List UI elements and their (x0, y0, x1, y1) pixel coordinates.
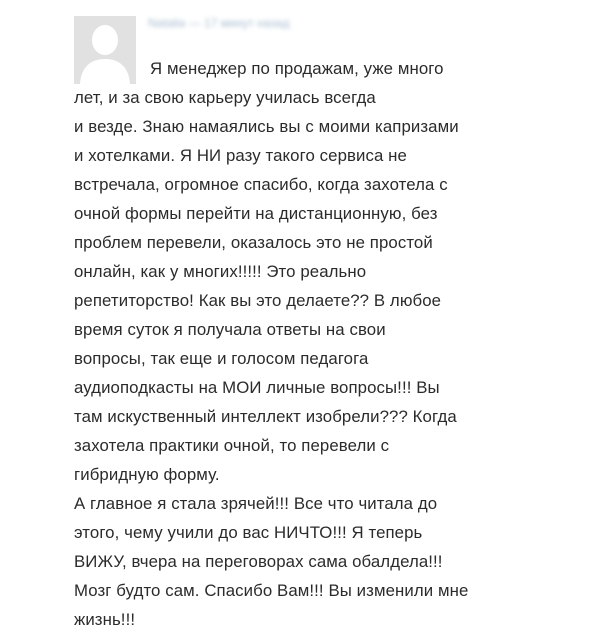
review-text-line: А главное я стала зрячей!!! Все что читала до (74, 494, 438, 513)
review-text-line: этого, чему учили до вас НИЧТО!!! Я теперь (74, 523, 423, 542)
review-text-line: Я менеджер по продажам, уже много (150, 59, 444, 78)
review-text-line: время суток я получала ответы на свои (74, 320, 386, 339)
review-text-line: и хотелками. Я НИ разу такого сервиса не (74, 146, 407, 165)
review-text-line: жизнь!!! (74, 610, 136, 629)
review-text-line: ВИЖУ, вчера на переговорах сама обалдела!!! (74, 552, 443, 571)
review-text-line: очной формы перейти на дистанционную, без (74, 204, 438, 223)
review-text-line: Мозг будто сам. Спасибо Вам!!! Вы изменили мне (74, 581, 469, 600)
review-text (74, 54, 489, 634)
review-text-line: онлайн, как у многих!!!!! Это реально (74, 262, 367, 281)
review-text-line: захотела практики очной, то перевели с (74, 436, 390, 455)
review-text-line: репетиторство! Как вы это делаете?? В любое (74, 291, 442, 310)
review-text-line: лет, и за свою карьеру училась всегда (74, 88, 376, 107)
review-text-line: гибридную форму. (74, 465, 220, 484)
review-meta-blurred: Natalia — 17 минут назад (148, 16, 290, 30)
review-text-line: и везде. Знаю намаялись вы с моими капризами (74, 117, 459, 136)
review-text-line: аудиоподкасты на МОИ личные вопросы!!! Вы (74, 378, 440, 397)
review-text-line: проблем перевели, оказалось это не простой (74, 233, 433, 252)
review-text-line: вопросы, так еще и голосом педагога (74, 349, 369, 368)
review-text-line: там искуственный интеллект изобрели??? Когда (74, 407, 457, 426)
review-text-line: встречала, огромное спасибо, когда захотела с (74, 175, 448, 194)
